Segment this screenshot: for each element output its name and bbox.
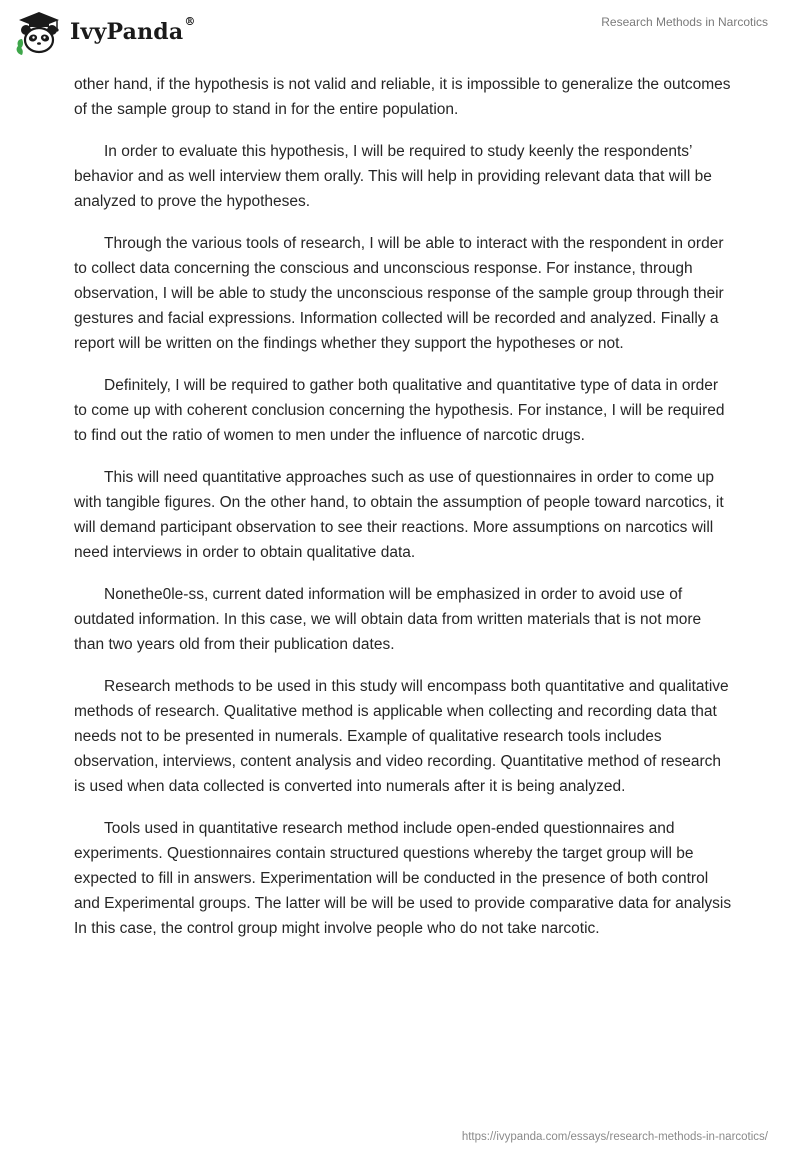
panda-graduate-icon <box>14 9 64 59</box>
ivypanda-logo[interactable] <box>14 9 196 59</box>
source-url-link[interactable]: https://ivypanda.com/essays/research-methods-in-narcotics/ <box>461 1131 768 1143</box>
running-title: Research Methods in Narcotics <box>601 15 768 29</box>
paragraph: In order to evaluate this hypothesis, I will be required to study keenly the respondents’ behavior and as well interview them orally. This will help in providing relevant data that will be analyzed to prove the hypotheses. <box>74 143 712 210</box>
paragraph: Through the various tools of research, I will be able to interact with the respondent in order to collect data concerning the conscious and unconscious response. For instance, through observation, I will be able to study the unconscious response of the sample group through their gestures and facial expressions. Information collected will be recorded and analyzed. Finally a report will be written on the findings whether they support the hypotheses or not. <box>74 235 724 352</box>
paragraph: Nonethe0le-ss, current dated information will be emphasized in order to avoid use of outdated information. In this case, we will obtain data from written materials that is not more than two years old from their publication dates. <box>74 586 702 653</box>
paragraph: Definitely, I will be required to gather both qualitative and quantitative type of data in order to come up with coherent conclusion concerning the hypothesis. For instance, I will be required to find out the ratio of women to men under the influence of narcotic drugs. <box>74 377 725 444</box>
essay-body <box>74 72 734 958</box>
paragraph: Tools used in quantitative research method include open-ended questionnaires and experiments. Questionnaires contain structured questions whereby the target group will be expected to fill in answers. Experimentation will be conducted in the presence of both control and Experimental groups. The latter will be will be used to provide comparative data for analysis In this case, the control group might involve people who do not take narcotic. <box>74 820 732 937</box>
paragraph: other hand, if the hypothesis is not valid and reliable, it is impossible to generalize the outcomes of the sample group to stand in for the entire population. <box>74 76 731 118</box>
brand-name: IvyPanda® <box>70 15 196 45</box>
page-header <box>0 0 800 70</box>
paragraph: This will need quantitative approaches such as use of questionnaires in order to come up with tangible figures. On the other hand, to obtain the assumption of people toward narcotics, it will demand participant observation to see their reactions. More assumptions on narcotics will need interviews in order to obtain qualitative data. <box>74 469 724 561</box>
registered-mark: ® <box>184 15 196 28</box>
paragraph: Research methods to be used in this study will encompass both quantitative and qualitative methods of research. Qualitative method is applicable when collecting and recording data that needs not to be presented in numerals. Example of qualitative research tools includes observation, interviews, content analysis and video recording. Quantitative method of research is used when data collected is converted into numerals after it is being analyzed. <box>74 678 729 795</box>
